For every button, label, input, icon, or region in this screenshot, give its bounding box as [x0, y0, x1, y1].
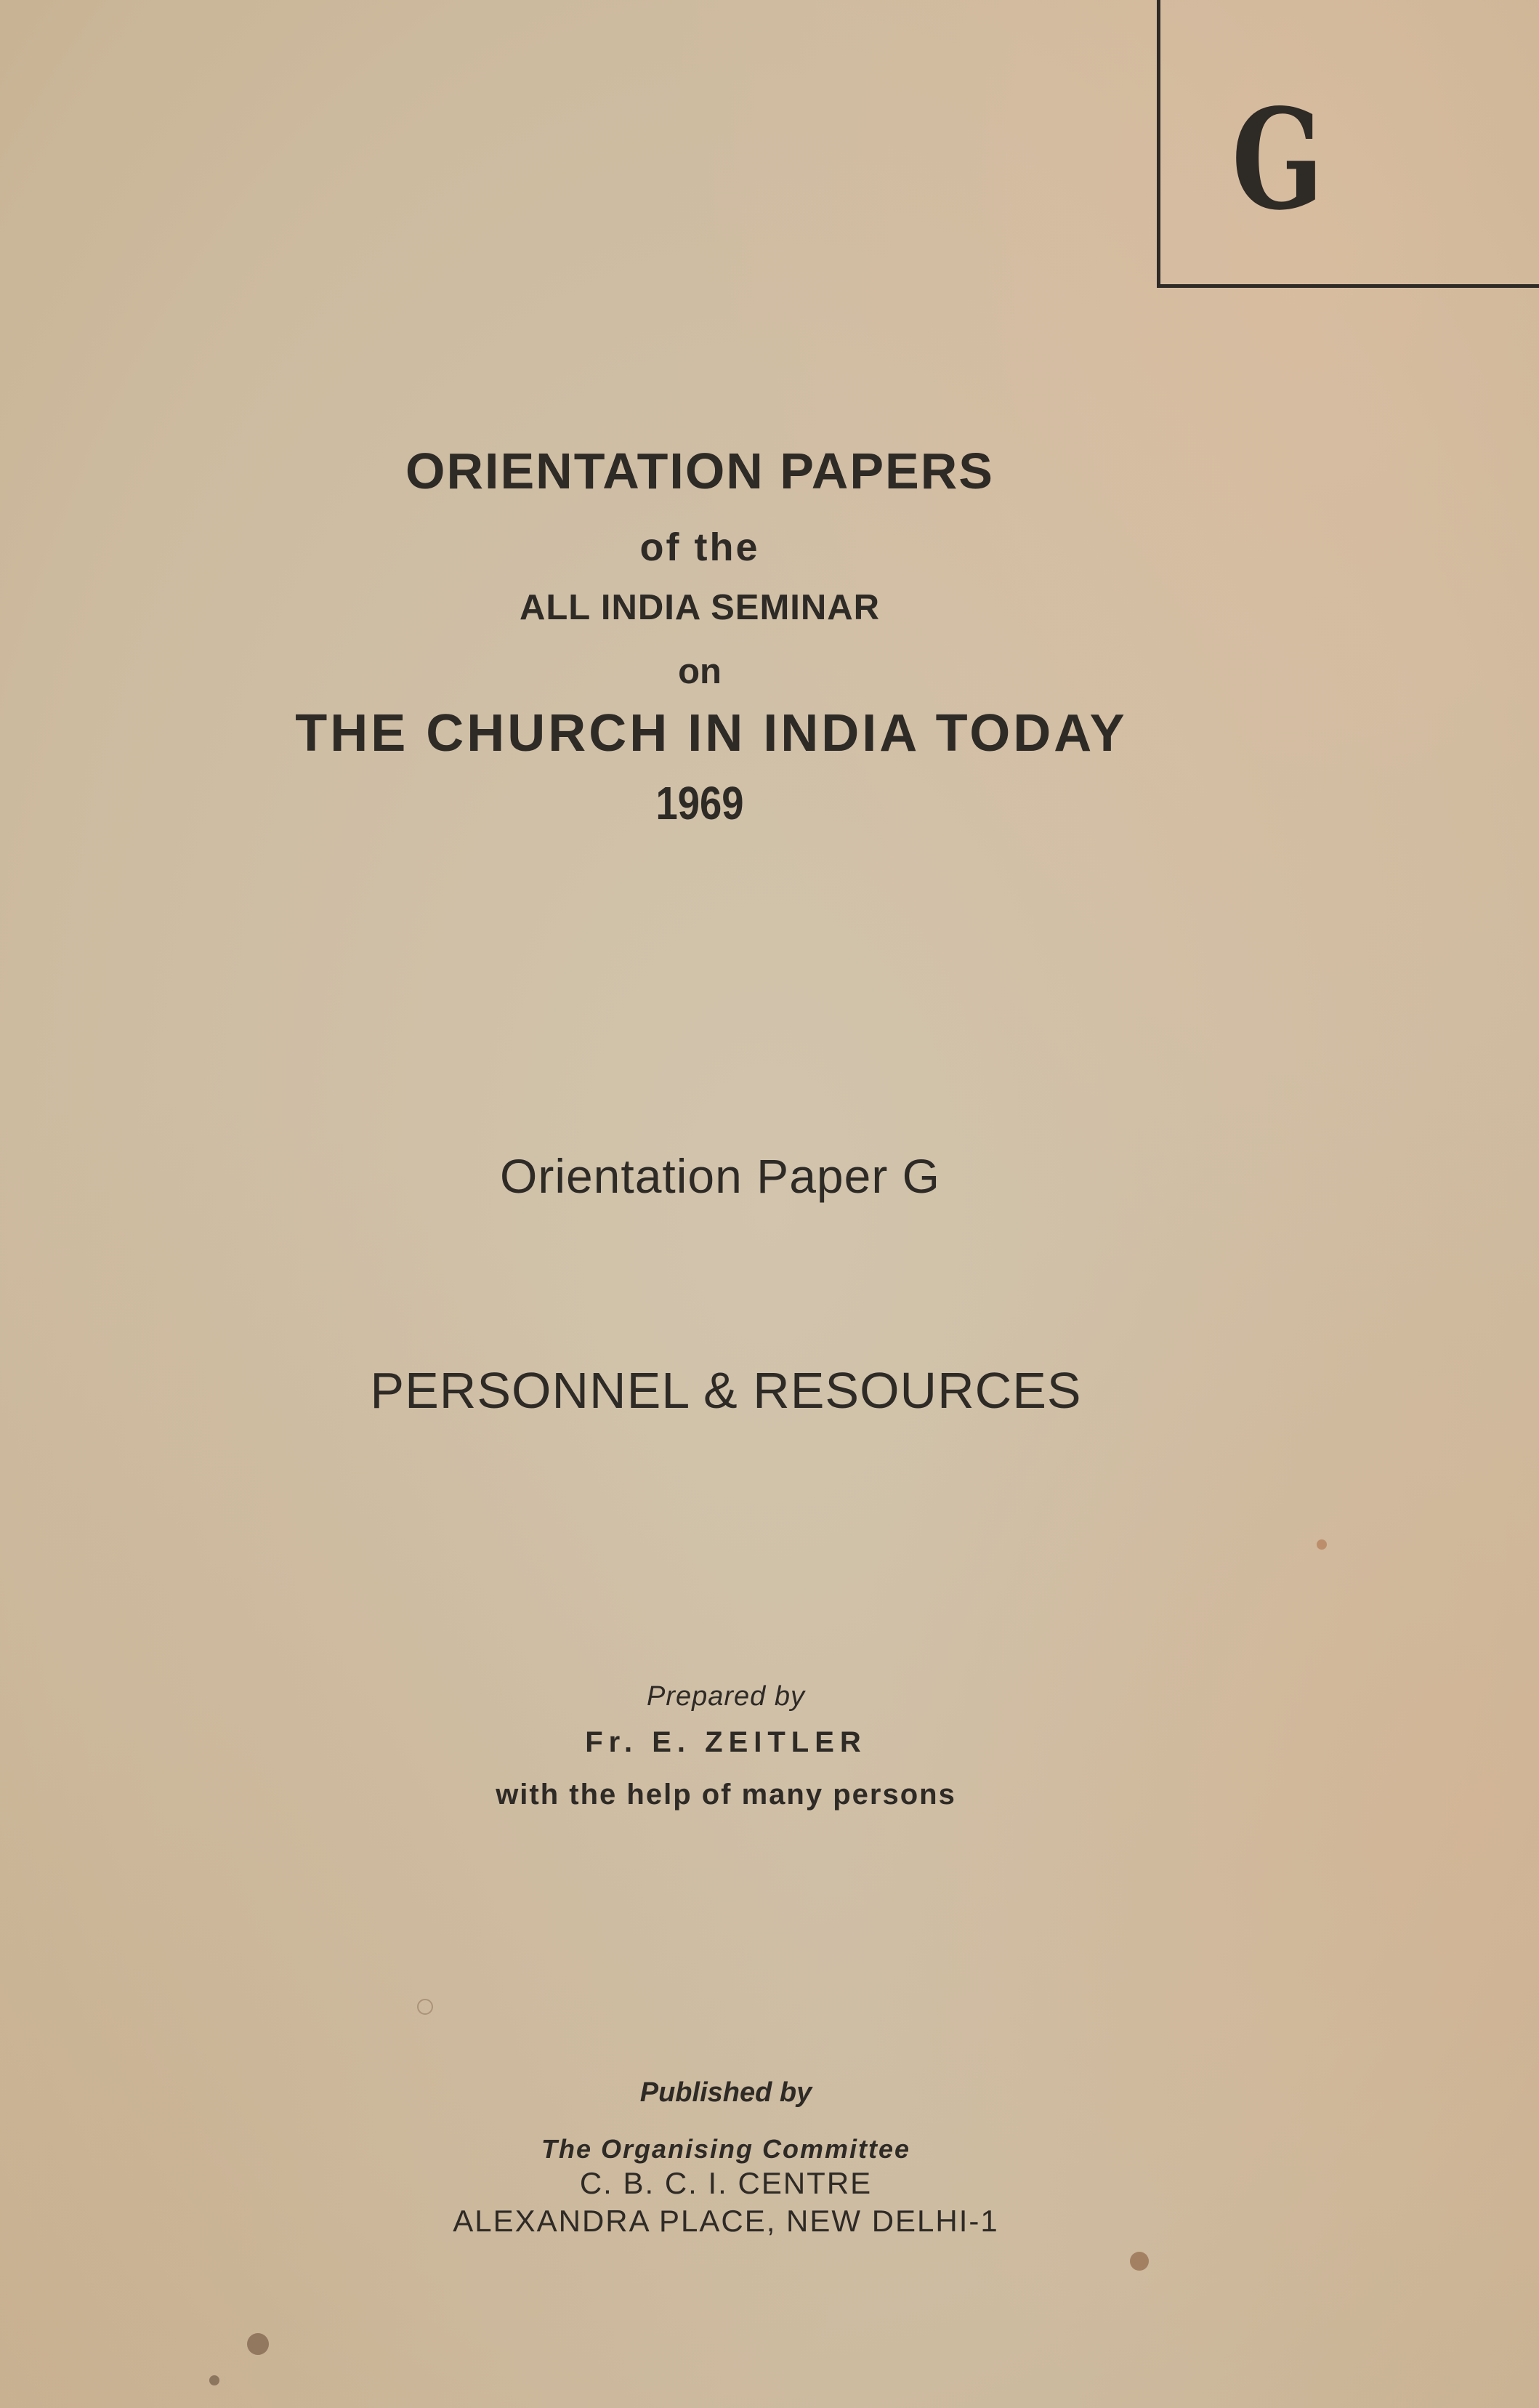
corner-tab-letter: G	[1232, 78, 1324, 241]
author-name: Fr. E. ZEITLER	[585, 1726, 867, 1758]
paper-subject: PERSONNEL & RESOURCES	[370, 1362, 1082, 1419]
foxing-spot	[247, 2333, 269, 2355]
seminar-theme: THE CHURCH IN INDIA TODAY	[295, 704, 1128, 762]
seminar-name: ALL INDIA SEMINAR	[519, 588, 881, 627]
paper-label: Orientation Paper G	[500, 1149, 940, 1203]
published-by-label: Published by	[639, 2077, 812, 2108]
foxing-spot	[209, 2375, 219, 2385]
foxing-spot	[417, 1999, 433, 2015]
publisher-address: ALEXANDRA PLACE, NEW DELHI-1	[453, 2204, 999, 2238]
publisher-organisation: The Organising Committee	[541, 2134, 911, 2164]
seminar-year: 1969	[655, 777, 744, 829]
connector-of-the: of the	[639, 526, 760, 569]
prepared-by-label: Prepared by	[646, 1681, 805, 1712]
connector-on: on	[678, 652, 722, 691]
publisher-centre: C. B. C. I. CENTRE	[579, 2166, 873, 2200]
foxing-spot	[1130, 2252, 1149, 2271]
author-helpers-note: with the help of many persons	[496, 1779, 956, 1811]
corner-tab-box	[1157, 0, 1539, 288]
foxing-spot	[1317, 1539, 1327, 1550]
series-title: ORIENTATION PAPERS	[405, 443, 994, 499]
